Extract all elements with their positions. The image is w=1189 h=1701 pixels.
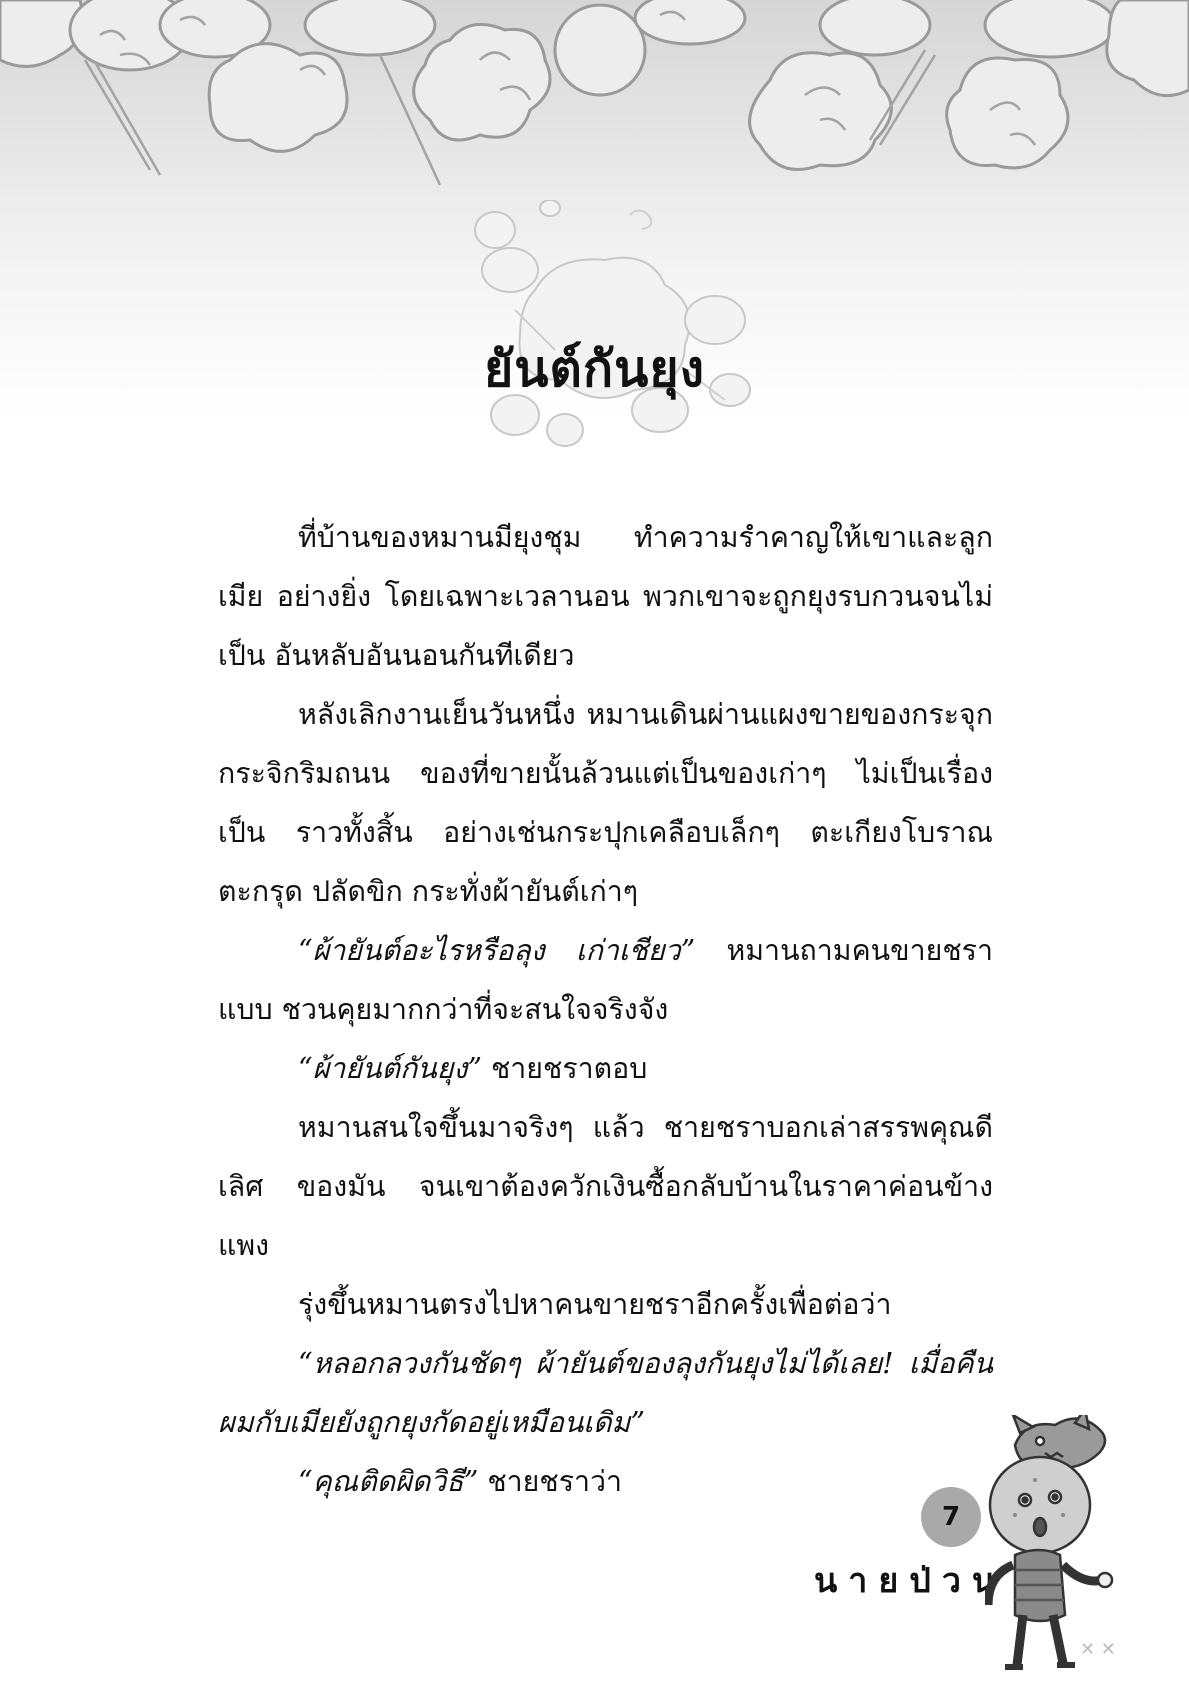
paragraph-text: ชายชราตอบ xyxy=(481,1052,648,1085)
paragraph-text: รุ่งขึ้นหมานตรงไปหาคนขายชราอีกครั้งเพื่อต่อว่า xyxy=(298,1288,892,1321)
chapter-title-text: ยันต์กันยุง xyxy=(483,340,706,398)
book-name: นายป่วน xyxy=(814,1561,1007,1601)
mascot-icon xyxy=(985,1415,1135,1685)
dialogue-quote: “คุณติดผิดวิธี” xyxy=(298,1465,479,1498)
paragraph-text: หมานสนใจขึ้นมาจริงๆ แล้ว ชายชราบอกเล่าสรรพคุณดีเลิศ ของมัน จนเขาต้องควักเงินซื้อกลับบ้านในราคาค่อนข้างแพง xyxy=(218,1111,993,1262)
paragraph xyxy=(218,1039,993,1098)
svg-text:✕ ✕: ✕ ✕ xyxy=(1080,1639,1116,1660)
paragraph-text: หลังเลิกงานเย็นวันหนึ่ง หมานเดินผ่านแผงขายของกระจุก กระจิกริมถนน ของที่ขายนั้นล้วนแต่เป็นของเก่าๆ ไม่เป็นเรื่องเป็น ราวทั้งสิ้น อย่างเช่นกระปุกเคลือบเล็กๆ ตะเกียงโบราณ ตะกรุด ปลัดขิก กระทั่งผ้ายันต์เก่าๆ xyxy=(218,698,993,908)
story-body xyxy=(218,508,993,1511)
page-number: 7 xyxy=(941,1502,961,1532)
paragraph xyxy=(218,685,993,921)
paragraph xyxy=(218,508,993,685)
paragraph-text: ที่บ้านของหมานมียุงชุม ทำความรำคาญให้เขาและลูกเมีย อย่างยิ่ง โดยเฉพาะเวลานอน พวกเขาจะถูกยุงรบกวนจนไม่เป็น อันหลับอันนอนกันทีเดียว xyxy=(218,521,993,672)
popcorn-decoration-icon xyxy=(0,0,1189,190)
paragraph-text: หมานถามคนขายชราแบบ ชวนคุยมากกว่าที่จะสนใจจริงจัง xyxy=(218,934,993,1026)
paragraph-text: ชายชราว่า xyxy=(478,1465,623,1498)
chapter-title xyxy=(0,330,1189,409)
dialogue-quote: “ผ้ายันต์กันยุง” xyxy=(298,1052,482,1085)
paragraph xyxy=(218,1098,993,1275)
paragraph xyxy=(218,921,993,1039)
paragraph xyxy=(218,1452,993,1511)
page-number-badge xyxy=(921,1487,981,1547)
paragraph xyxy=(218,1275,993,1334)
dialogue-quote: “หลอกลวงกันชัดๆ ผ้ายันต์ของลุงกันยุงไม่ได้เลย! เมื่อคืน ผมกับเมียยังถูกยุงกัดอยู่เหมือนเดิม” xyxy=(218,1347,993,1439)
paragraph xyxy=(218,1334,993,1452)
dialogue-quote: “ผ้ายันต์อะไรหรือลุง เก่าเชียว” xyxy=(298,934,696,967)
